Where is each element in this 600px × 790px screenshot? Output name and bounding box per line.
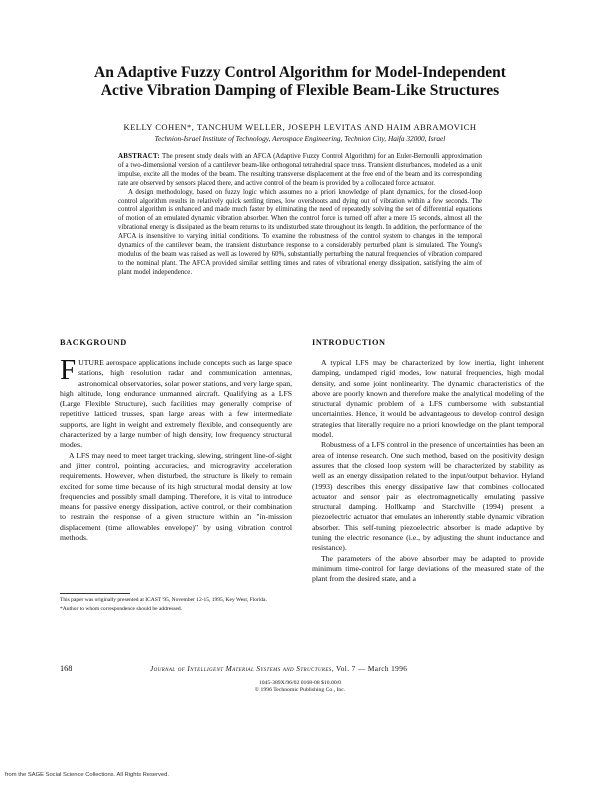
author-affiliation: Technion-Israel Institute of Technology, Aerospace Engineering, Technion City, Haifa 32000, Israel — [154, 134, 446, 143]
abstract — [118, 153, 482, 278]
background-paragraph-2: A LFS may need to meet target tracking, slewing, stringent line-of-sight and jitter control, pointing accuracies, and microgravity acceleration requirements. However, when disturbed, the structure is likely to remain excited for some time because of its high structural modal density at low frequencies and possibly small damping. Therefore, it is vital to introduce means for passive energy dissipation, active control, or their combination to restrain the response of a given structure within an "in-mission displacement (time allowables envelope)" by using vibration control methods. — [60, 450, 292, 543]
title-line-1: An Adaptive Fuzzy Control Algorithm for Model-Independent — [94, 64, 506, 81]
left-column — [60, 354, 292, 543]
volume-date: Vol. 7 — March 1996 — [333, 664, 408, 673]
right-column — [312, 358, 544, 585]
background-paragraph-1 — [60, 354, 292, 451]
copyright-line: © 1996 Technomic Publishing Co., Inc. — [254, 687, 346, 694]
drop-cap: F — [60, 354, 77, 386]
article-title — [40, 64, 560, 100]
introduction-paragraph-2: Robustness of a LFS control in the presence of uncertainties has been an area of intense research. One such method, based on the positivity design assures that the closed loop system will be characterized by stability as well as an energy dissipation related to the input/output behavior. Hyland (1993) describes this energy dissipative law that combines collocated actuator and sensor pair as electromagnetically emulating passive structural damping. Hollkamp and Starchville (1994) present a piezoelectric actuator that emulates an inherently stable dynamic vibration absorber. This self-tuning piezoelectric absorber is made adaptive by tuning the electric resonance (i.e., by adjusting the shunt inductance and resistance). — [312, 440, 544, 553]
section-heading-background: BACKGROUND — [60, 338, 127, 347]
page-number: 168 — [60, 664, 73, 673]
footnote-correspondence: *Author to whom correspondence should be addressed. — [60, 606, 183, 612]
title-line-2: Active Vibration Damping of Flexible Beam-Like Structures — [100, 82, 500, 99]
abstract-paragraph-2: A design methodology, based on fuzzy logic which assumes no a priori knowledge of plant dynamics, for the closed-loop control algorithm results in relatively quick settling times, low overshoots and dying out of vibration within a few seconds. The control algorithm is enhanced and made much faster by eliminating the need of repeatedly solving the set of differential equations of motion of an emulated dynamic vibration absorber. When the control force is turned off after a mere 15 seconds, almost all the vibrational energy is dissipated as the beam returns to its undisturbed state throughout its length. In addition, the performance of the AFCA is insensitive to varying initial conditions. To examine the robustness of the control system to changes in the temporal dynamics of the cantilever beam, the transient disturbance response to a considerably perturbed plant is simulated. The Young's modulus of the beam was raised as well as lowered by 60%, substantially perturbing the natural frequencies of vibration compared to the nominal plant. The AFCA provided similar settling times and rates of vibrational energy dissipation, satisfying the aim of plant model independence. — [118, 188, 482, 276]
issn-line: 1045-389X/96/02 0168-08 $10.00/0 — [258, 680, 342, 686]
journal-citation — [150, 664, 550, 673]
author-list: KELLY COHEN*, TANCHUM WELLER, JOSEPH LEVITAS AND HAIM ABRAMOVICH — [123, 122, 477, 132]
introduction-paragraph-1: A typical LFS may be characterized by low inertia, light inherent damping, undamped rigid modes, low natural frequencies, high modal density, and some joint nonlinearity. The dynamic characteristics of the above are poorly known and therefore make the analytical modeling of the structural dynamic problem of a LFS cumbersome with substantial uncertainties. Hence, it would be advantageous to develop control design strategies that literally require no a priori knowledge on the plant temporal model. — [312, 358, 544, 440]
sage-download-notice: from the SAGE Social Science Collections. All Rights Reserved. — [5, 772, 169, 778]
abstract-paragraph-1 — [118, 153, 482, 189]
journal-name: Journal of Intelligent Material Systems and Structures, — [150, 664, 334, 673]
footnote-presented: This paper was originally presented at ICAST '95, November 12-15, 1995, Key West, Florida. — [60, 597, 267, 603]
introduction-paragraph-3: The parameters of the above absorber may be adapted to provide minimum time-control for large deviations of the measured state of the plant from the desired state, and a — [312, 553, 544, 584]
footnotes — [60, 597, 292, 615]
footnote-rule — [60, 593, 130, 594]
section-heading-introduction: INTRODUCTION — [312, 338, 386, 347]
lead-smallcaps: UTURE — [78, 358, 104, 367]
abstract-text-1: The present study deals with an AFCA (Adaptive Fuzzy Control Algorithm) for an Euler-Bernoulli approximation of a two-dimensional version of a cantilever beam-like orthogonal tetrahedral space truss. Transient disturbances, modeled as a unit impulse, excite all the modes of the beam. The resulting transverse displacement at the free end of the beam and its corresponding rate are observed by sensors placed there, and active control of the beam is provided by a collocated force actuator. — [118, 153, 482, 187]
background-text-1: aerospace applications include concepts such as large space stations, high resolution radar and communication antennas, astronomical observatories, solar power stations, and very large span, high altitude, long endurance unmanned aircraft. Qualifying as a LFS (Large Flexible Structure), such facilities may generally comprise of repetitive latticed trusses, span large areas with a few intermediate supports, are light in weight and extremely flexible, and consequently are characterized by a large number of high density, low frequency structural modes. — [60, 358, 292, 450]
issn-block — [200, 680, 400, 694]
abstract-label: ABSTRACT: — [118, 153, 161, 160]
